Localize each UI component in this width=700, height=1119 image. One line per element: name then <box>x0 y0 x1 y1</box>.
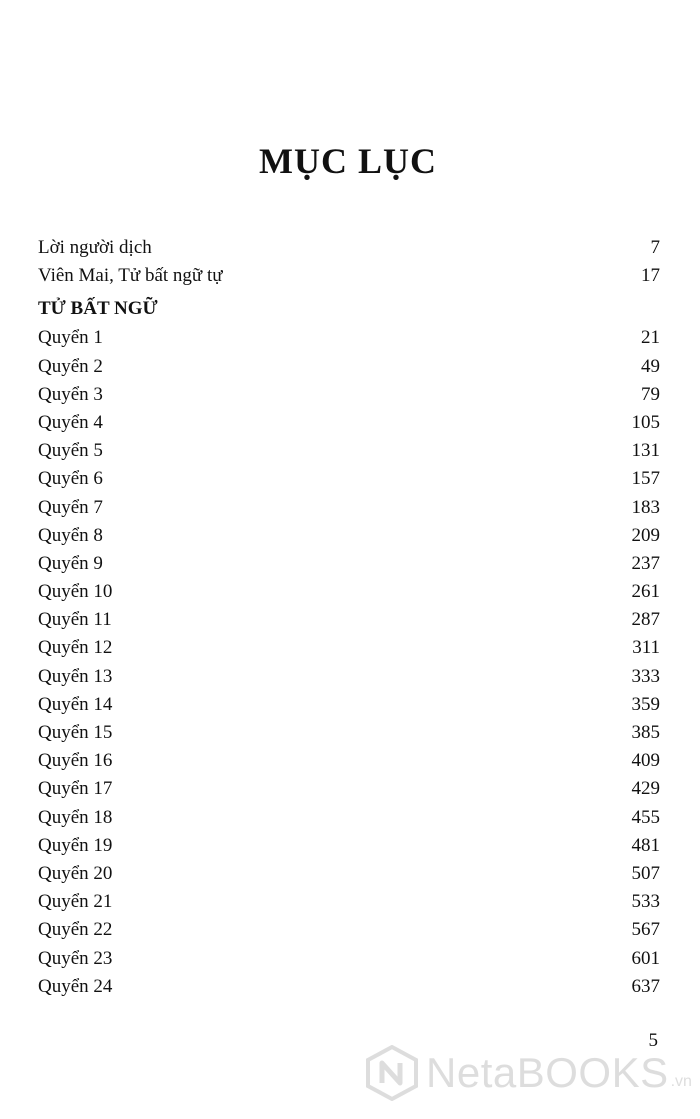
toc-entry-page: 79 <box>641 383 660 405</box>
toc-entry-page: 567 <box>631 919 660 941</box>
toc-entry-label: Quyển 15 <box>38 722 113 743</box>
toc-entry-page: 21 <box>641 327 660 349</box>
toc-entry <box>38 832 660 860</box>
toc-entry-label: Quyển 6 <box>38 468 103 490</box>
toc-entry-label: Quyển 24 <box>38 975 113 997</box>
toc-entry-label: Viên Mai, Tử bất ngữ tự <box>38 265 223 287</box>
toc-entry-label: Quyển 8 <box>38 524 103 546</box>
toc-entry-page: 637 <box>631 975 660 997</box>
toc-entry <box>38 465 660 493</box>
toc-entry <box>38 550 660 578</box>
toc-entry <box>38 324 660 352</box>
toc-entry <box>38 381 660 409</box>
toc-entry <box>38 691 660 719</box>
toc-entry <box>38 437 660 465</box>
toc-entry-preface <box>38 262 660 290</box>
toc-entry-label: Quyển 3 <box>38 383 103 405</box>
toc-entry-page: 237 <box>631 552 660 574</box>
toc-entry <box>38 606 660 634</box>
toc-entry-label: Quyển 18 <box>38 806 113 828</box>
toc-entry <box>38 973 660 1001</box>
toc-entry-translator-note <box>38 234 660 262</box>
toc-entry-label: Quyển 11 <box>38 609 112 631</box>
toc-entry-label: Quyển 12 <box>38 637 113 659</box>
toc-entry-label: Quyển 13 <box>38 665 113 687</box>
toc-entry <box>38 775 660 803</box>
toc-entry-page: 7 <box>650 237 660 258</box>
toc-entry-page: 49 <box>641 355 660 377</box>
toc-entry <box>38 353 660 381</box>
toc-entry-label: Quyển 7 <box>38 496 103 518</box>
toc-entry <box>38 578 660 606</box>
toc-entry-page: 481 <box>631 834 660 856</box>
toc-entry <box>38 888 660 916</box>
toc-entry-page: 131 <box>631 440 660 462</box>
toc-entry-page: 429 <box>631 778 660 800</box>
toc-entry <box>38 494 660 522</box>
toc-entry-label: Quyển 2 <box>38 355 103 377</box>
toc-entry-page: 455 <box>631 806 660 828</box>
page-number: 5 <box>648 1030 658 1051</box>
toc-entry-label: Quyển 16 <box>38 750 113 772</box>
toc-entry <box>38 747 660 775</box>
toc-entry-page: 287 <box>631 609 660 631</box>
toc-entry-label: Quyển 5 <box>38 440 103 462</box>
toc-entry <box>38 663 660 691</box>
toc-entry-label: Lời người dịch <box>38 237 152 258</box>
toc-entry-label: Quyển 20 <box>38 862 113 884</box>
toc-entry-page: 105 <box>631 411 660 433</box>
toc-entry-page: 209 <box>631 524 660 546</box>
toc-entry <box>38 409 660 437</box>
toc-entry-page: 385 <box>631 722 660 743</box>
toc-entry-page: 507 <box>631 862 660 884</box>
toc-entry <box>38 804 660 832</box>
netabooks-logo-icon <box>364 1045 420 1101</box>
page-title: MỤC LỤC <box>259 141 437 181</box>
toc-entry <box>38 634 660 662</box>
toc-entry-label: Quyển 21 <box>38 891 113 913</box>
toc-entry-page: 311 <box>632 637 660 659</box>
section-heading: TỬ BẤT NGỮ <box>38 298 158 320</box>
toc-entry-label: Quyển 22 <box>38 919 113 941</box>
toc-entry-label: Quyển 4 <box>38 411 103 433</box>
watermark-text: NetaBOOKS <box>426 1049 669 1096</box>
toc-entry-page: 409 <box>631 750 660 772</box>
toc-entry-page: 533 <box>631 891 660 913</box>
toc-entry-page: 17 <box>641 265 660 287</box>
toc-entry-label: Quyển 10 <box>38 581 113 603</box>
toc-entry-page: 359 <box>631 693 660 715</box>
toc-entry-page: 261 <box>631 581 660 603</box>
toc-entry <box>38 945 660 973</box>
table-of-contents <box>38 234 660 1001</box>
toc-entry-page: 333 <box>631 665 660 687</box>
toc-entry-label: Quyển 14 <box>38 693 113 715</box>
toc-entry <box>38 916 660 944</box>
toc-entry-page: 157 <box>631 468 660 490</box>
toc-entry-label: Quyển 9 <box>38 552 103 574</box>
toc-entry-page: 601 <box>631 947 660 969</box>
watermark-suffix: .vn <box>670 1073 692 1090</box>
toc-entry <box>38 522 660 550</box>
toc-entry-label: Quyển 23 <box>38 947 113 969</box>
toc-entry-label: Quyển 1 <box>38 327 103 349</box>
toc-entry <box>38 860 660 888</box>
toc-entry-label: Quyển 19 <box>38 834 113 856</box>
toc-entry <box>38 719 660 747</box>
toc-entry-label: Quyển 17 <box>38 778 113 800</box>
toc-entry-page: 183 <box>631 496 660 518</box>
watermark <box>364 1045 692 1101</box>
